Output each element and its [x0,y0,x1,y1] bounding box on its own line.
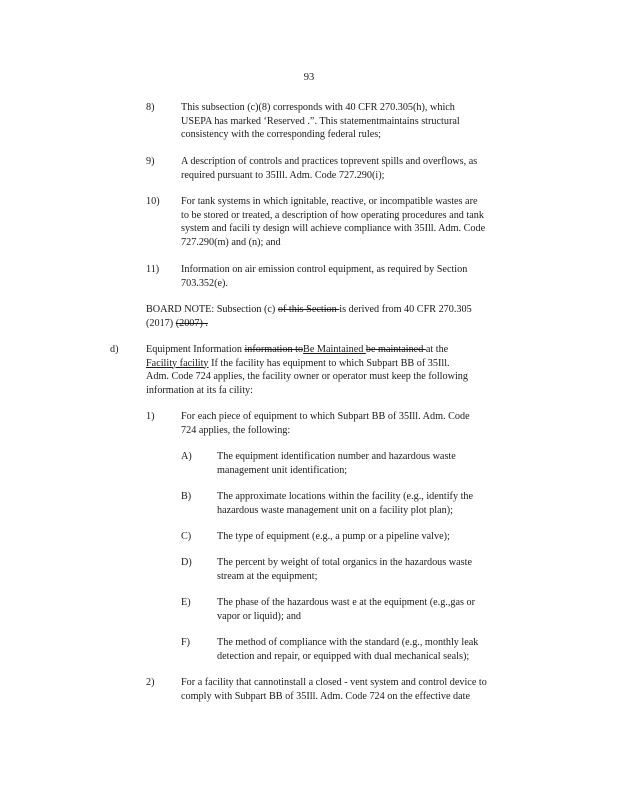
text-line: hazardous waste management unit on a facility plot plan); [217,504,453,516]
subitem-label: C) [181,531,192,542]
deleted-text: of this Section [277,304,340,315]
section-label: d) [110,344,119,355]
text-line: The method of compliance with the standard (e.g., monthly leak [217,637,479,648]
text-line: The type of equipment (e.g., a pump or a pipeline valve); [217,531,450,542]
item-label: 2) [146,677,155,688]
subitem-text [217,596,517,623]
item-text [181,263,521,290]
text-line: A description of controls and practices toprevent spills and overflows, as [181,156,478,167]
inserted-text: Facility facility [146,357,209,369]
item-text [181,410,526,437]
text-line: 727.290(m) and (n); and [181,236,281,248]
item-label: 10) [146,196,160,207]
subitem-text [217,530,517,544]
text-line: consistency with the corresponding federal rules; [181,129,382,140]
text-line: The phase of the hazardous wast e at the equipment (e.g.,gas or [217,597,475,608]
item-label: 11) [146,264,160,275]
subitem-text [217,636,522,663]
board-note-text: is derived from 40 CFR 270.305 [339,304,472,315]
subitem-label: E) [181,597,191,608]
subitem-label: F) [181,637,191,648]
subitem-label: A) [181,451,192,462]
text-line: management unit identification; [217,464,348,476]
section-text: If the facility has equipment to which Subpart BB of 35Ill. [208,357,450,369]
text-line: For each piece of equipment to which Subpart BB of 35Ill. Adm. Code [181,411,470,422]
subitem-label: D) [181,557,192,568]
item-label: 9) [146,156,155,167]
text-line: The percent by weight of total organics in the hazardous waste [217,557,472,568]
text-line: 724 applies, the following: [181,424,291,436]
text-line: Adm. Code 724 applies, the facility owner or operator must keep the following [146,371,468,382]
text-line: to be stored or treated, a description of how operating procedures and tank [181,209,484,221]
text-line: 703.352(e). [181,277,228,289]
subitem-text [217,450,517,477]
page-number: 93 [303,72,315,83]
item-text [181,195,541,249]
subitem-text [217,490,522,517]
section-heading: at the [425,344,449,355]
board-note-year: (2017) [146,317,176,329]
board-note [146,303,526,330]
section-heading: Equipment Information [146,344,245,355]
text-line: system and facili ty design will achieve compliance with 35Ill. Adm. Code [181,223,486,234]
text-line: detection and repair, or equipped with dual mechanical seals); [217,650,470,662]
text-line: For tank systems in which ignitable, reactive, or incompatible wastes are [181,196,478,207]
item-text [181,155,531,182]
board-note-prefix: BOARD NOTE: Subsection (c) [146,304,278,315]
text-line: This subsection (c)(8) corresponds with 40 CFR 270.305(h), which [181,102,455,113]
item-label: 1) [146,411,155,422]
text-line: comply with Subpart BB of 35Ill. Adm. Code 724 on the effective date [181,690,470,702]
text-line: For a facility that cannotinstall a closed - vent system and control device to [181,677,487,688]
text-line: The equipment identification number and hazardous waste [217,451,456,462]
text-line: information at its fa cility: [146,384,253,396]
inserted-text: Be Maintained [303,344,366,355]
deleted-text: be maintained [365,344,426,355]
item-label: 8) [146,102,155,113]
section-d-text [146,343,541,397]
text-line: vapor or liquid); and [217,610,302,622]
item-text [181,676,539,703]
subitem-text [217,556,517,583]
text-line: USEPA has marked ‘Reserved .”. This statementmaintains structural [181,115,460,127]
item-text [181,101,510,142]
text-line: required pursuant to 35Ill. Adm. Code 727.290(i); [181,169,385,181]
deleted-text: (2007) . [175,317,208,329]
text-line: stream at the equipment; [217,570,318,582]
subitem-label: B) [181,491,192,502]
deleted-text: information to [244,344,304,355]
text-line: The approximate locations within the facility (e.g., identify the [217,491,474,502]
text-line: Information on air emission control equipment, as required by Section [181,264,468,275]
